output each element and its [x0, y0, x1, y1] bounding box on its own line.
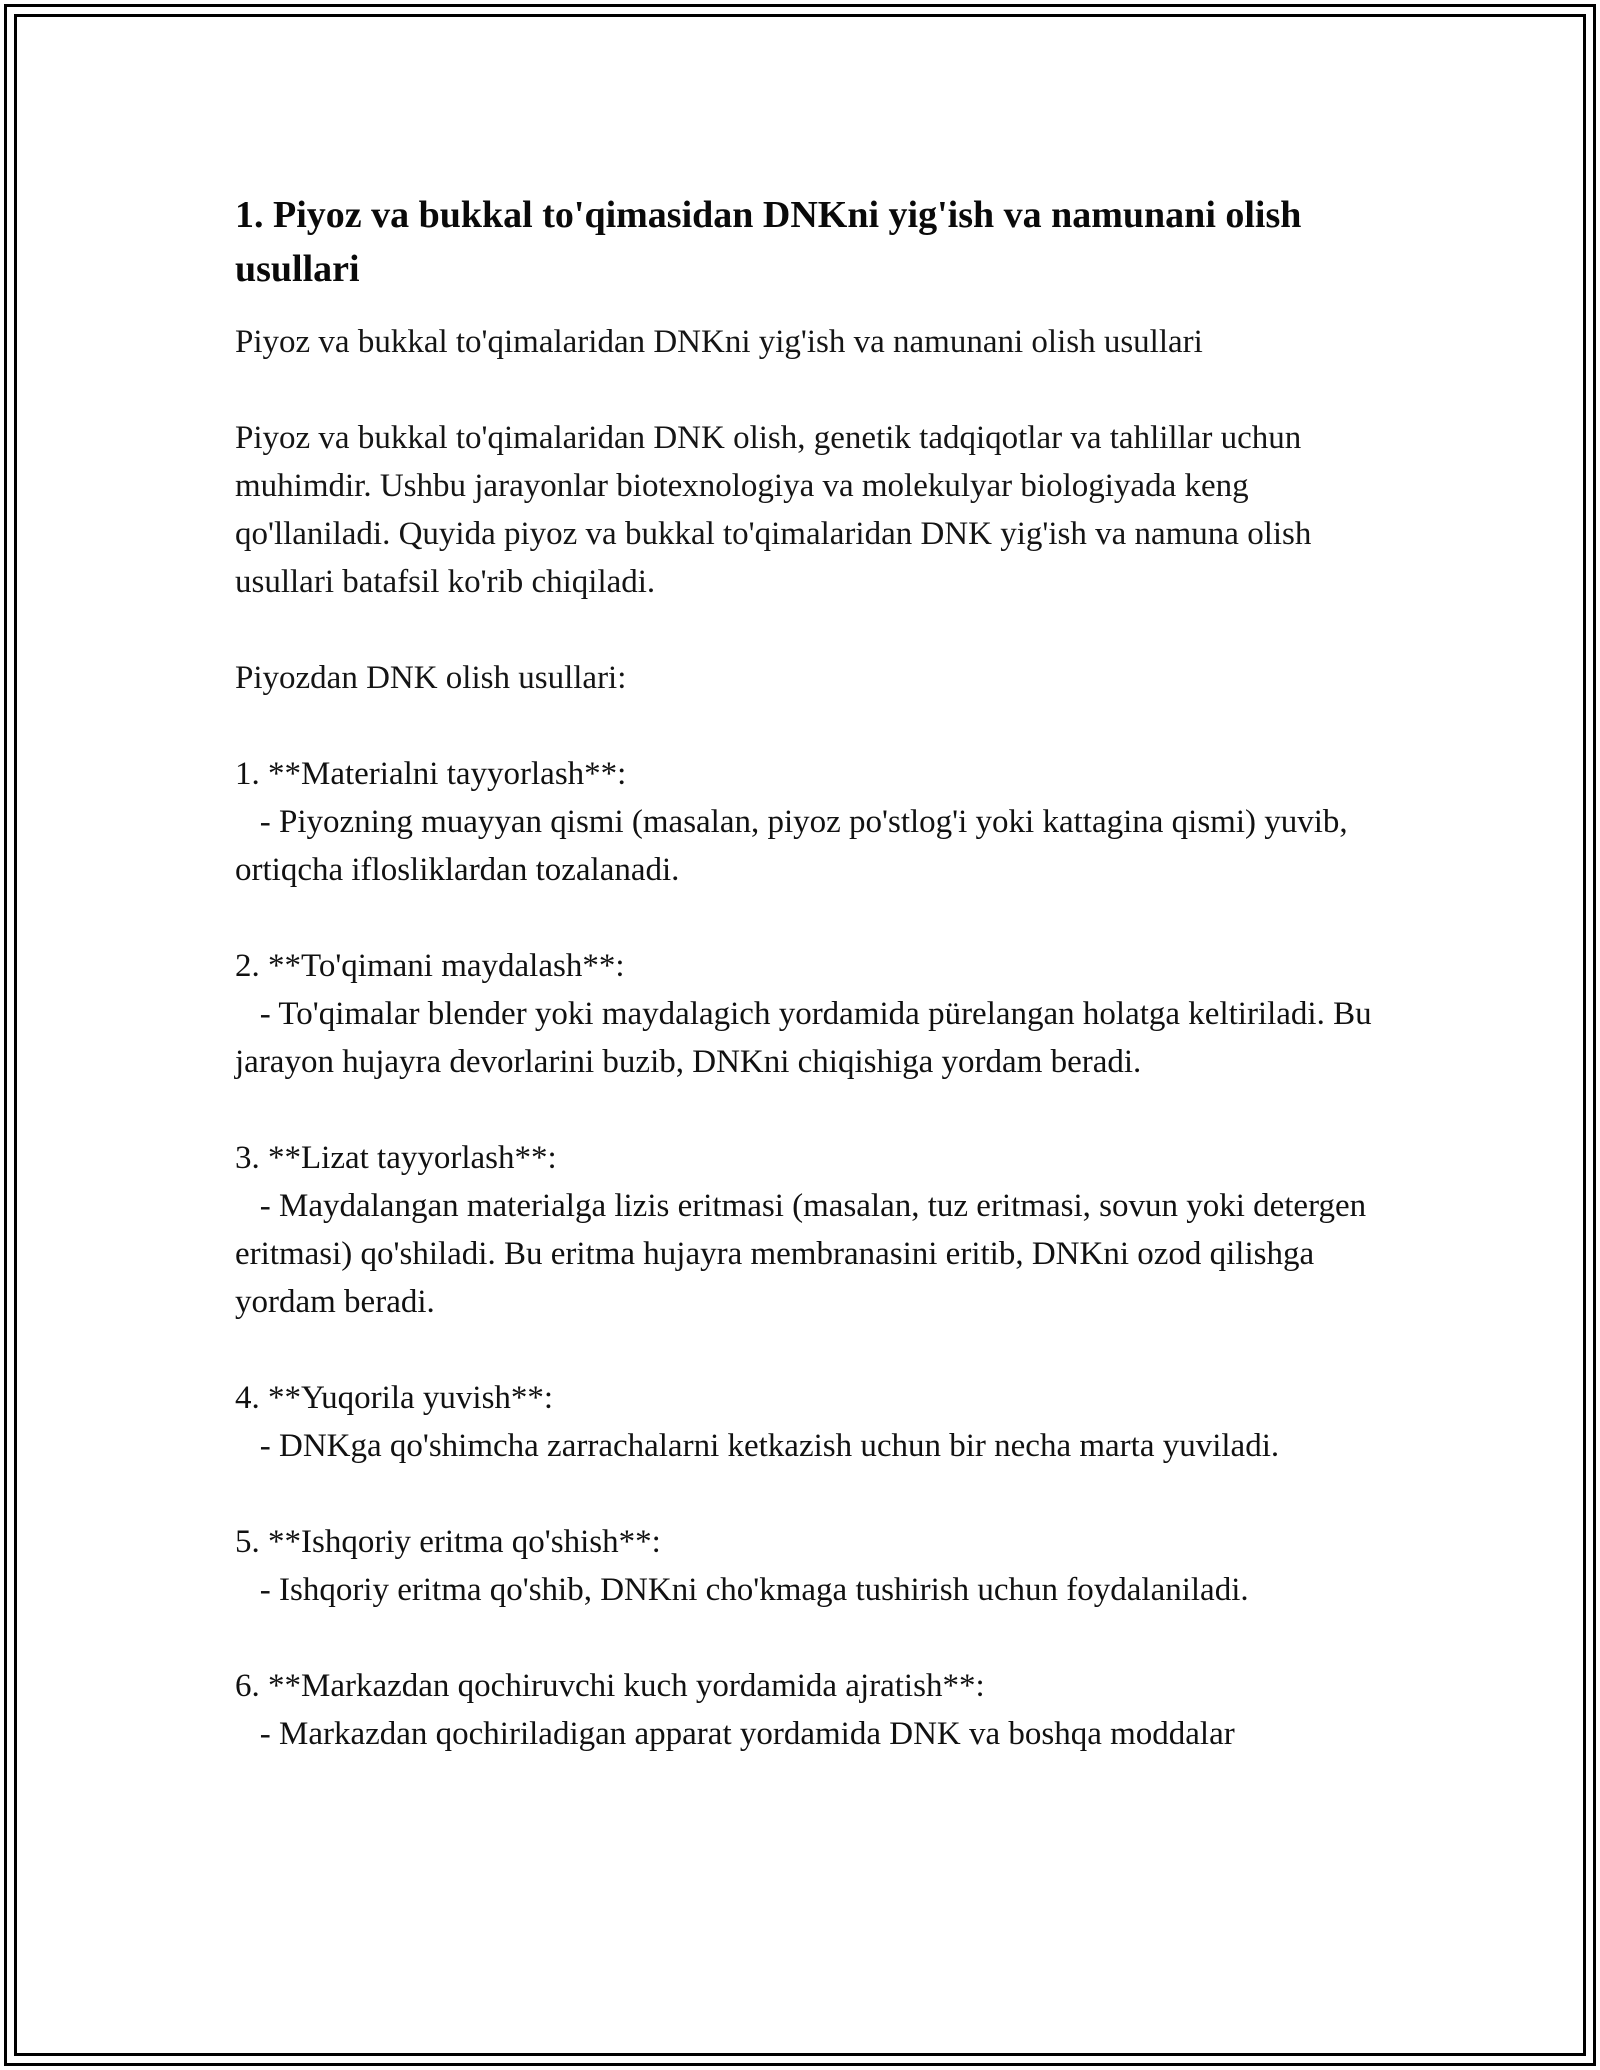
- step-body: - DNKga qo'shimcha zarrachalarni ketkazish uchun bir necha marta yuviladi.: [235, 1428, 1280, 1464]
- document-content: [235, 188, 1380, 1758]
- step-heading: 1. **Materialni tayyorlash**:: [235, 756, 627, 792]
- step-body: - Maydalangan materialga lizis eritmasi (masalan, tuz eritmasi, sovun yoki detergen eritmasi) qo'shiladi. Bu eritma hujayra membranasini eritib, DNKni ozod qilishga yordam beradi.: [235, 1188, 1375, 1320]
- step-item: [235, 750, 1380, 894]
- step-heading: 5. **Ishqoriy eritma qo'shish**:: [235, 1524, 661, 1560]
- section-heading: Piyozdan DNK olish usullari:: [235, 660, 627, 696]
- step-item: [235, 1374, 1380, 1470]
- step-item: [235, 1518, 1380, 1614]
- step-heading: 6. **Markazdan qochiruvchi kuch yordamida ajratish**:: [235, 1668, 985, 1704]
- step-item: [235, 942, 1380, 1086]
- step-item: [235, 1662, 1380, 1758]
- document-subtitle: Piyoz va bukkal to'qimalaridan DNKni yig'ish va namunani olish usullari: [235, 324, 1203, 360]
- step-body: - Markazdan qochiriladigan apparat yordamida DNK va boshqa moddalar: [235, 1716, 1235, 1752]
- step-heading: 4. **Yuqorila yuvish**:: [235, 1380, 554, 1416]
- step-heading: 2. **To'qimani maydalash**:: [235, 948, 625, 984]
- step-body: - Ishqoriy eritma qo'shib, DNKni cho'kmaga tushirish uchun foydalaniladi.: [235, 1572, 1249, 1608]
- step-body: - Piyozning muayyan qismi (masalan, piyoz po'stlog'i yoki kattagina qismi) yuvib, ortiqcha iflosliklardan tozalanadi.: [235, 804, 1356, 888]
- document-title: 1. Piyoz va bukkal to'qimasidan DNKni yig'ish va namunani olish usullari: [235, 194, 1302, 290]
- intro-paragraph: Piyoz va bukkal to'qimalaridan DNK olish, genetik tadqiqotlar va tahlillar uchun muhimdir. Ushbu jarayonlar biotexnologiya va molekulyar biologiyada keng qo'llaniladi. Quyida piyoz va bukkal to'qimalaridan DNK yig'ish va namuna olish usullari batafsil ko'rib chiqiladi.: [235, 420, 1320, 600]
- step-heading: 3. **Lizat tayyorlash**:: [235, 1140, 557, 1176]
- step-item: [235, 1134, 1380, 1326]
- step-body: - To'qimalar blender yoki maydalagich yordamida pürelangan holatga keltiriladi. Bu jarayon hujayra devorlarini buzib, DNKni chiqishiga yordam beradi.: [235, 996, 1380, 1080]
